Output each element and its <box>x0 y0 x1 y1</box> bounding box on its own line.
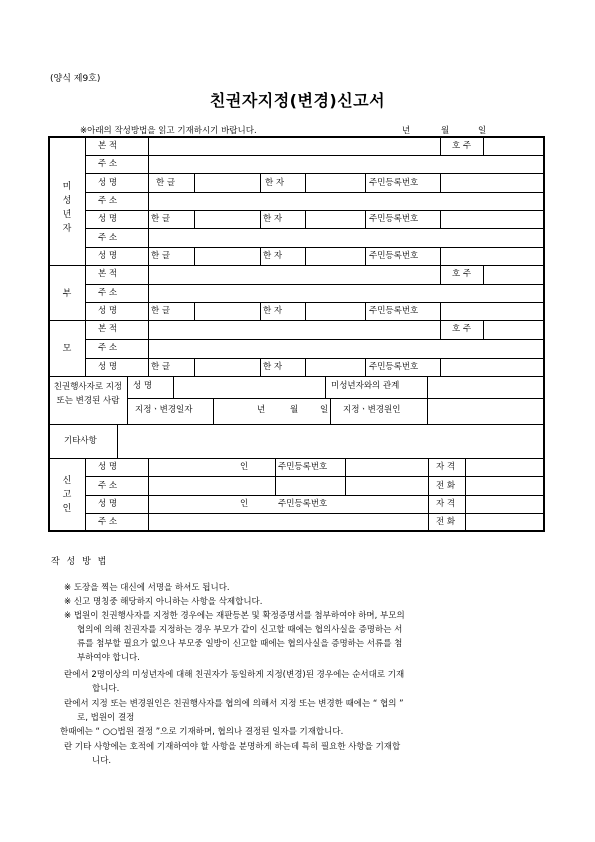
minor3-name-label: 성 명 <box>98 251 118 261</box>
reporter1-juso-label: 주 소 <box>98 481 118 491</box>
mother-hangeul-label: 한 글 <box>151 362 171 372</box>
minor-hoju-label: 호 주 <box>452 141 472 151</box>
father-hangeul-label: 한 글 <box>151 306 171 316</box>
instruction-line: ※ 도장을 찍는 대신에 서명을 하셔도 됩니다. <box>64 583 230 593</box>
minor-bonjeok-label: 본 적 <box>98 141 118 151</box>
reporter2-name-label: 성 명 <box>98 499 118 509</box>
minor2-hangeul-label: 한 글 <box>151 214 171 224</box>
designation-month-label: 월 <box>290 405 299 415</box>
minor1-hanja-label: 한 자 <box>265 178 285 188</box>
instruction-line: 합니다. <box>92 684 120 694</box>
instruction-line: 니다. <box>92 756 112 766</box>
instruction-line: 협의에 의해 친권자를 지정하는 경우 부모가 같이 신고할 때에는 협의사실을 증명하는 서 <box>77 625 403 635</box>
designation-date-label: 지정ㆍ변경일자 <box>135 405 193 415</box>
section-mother-label: 모 <box>62 344 72 354</box>
minor1-hangeul-label: 한 글 <box>156 178 176 188</box>
date-month-label: 월 <box>441 126 450 136</box>
instruction-line: 한때에는 “ ○○법원 결정 ”으로 기재하며, 협의나 결정된 일자를 기재합니다. <box>60 727 344 737</box>
minor3-rrn-label: 주민등록번호 <box>369 251 419 261</box>
instruction-line: 란에서 지정 또는 변경원인은 친권행사자를 협의에 의해서 지정 또는 변경한 때에는 “ 협의 ” <box>64 699 404 709</box>
minor-juso-label: 주 소 <box>98 159 118 169</box>
father-hanja-label: 한 자 <box>263 306 283 316</box>
instructions-heading: 작 성 방 법 <box>51 557 109 567</box>
other-label: 기타사항 <box>64 436 97 446</box>
father-hoju-label: 호 주 <box>452 269 472 279</box>
mother-hoju-label: 호 주 <box>452 324 472 334</box>
father-name-label: 성 명 <box>98 306 118 316</box>
notice-text: ※아래의 작성방법을 읽고 기재하시기 바랍니다. <box>80 126 257 136</box>
instruction-line: 란 기타 사항에는 호적에 기재하여야 할 사항을 분명하게 하는데 특히 필요한 사항을 기재합 <box>64 742 401 752</box>
reporter1-phone-label: 전 화 <box>436 481 456 491</box>
reporter1-qualification-label: 자 격 <box>436 462 456 472</box>
mother-rrn-label: 주민등록번호 <box>369 362 419 372</box>
section-reporter-label: 신고인 <box>62 476 72 514</box>
reporter2-rrn-label: 주민등록번호 <box>278 499 328 509</box>
minor3-juso-label: 주 소 <box>98 233 118 243</box>
minor2-rrn-label: 주민등록번호 <box>369 214 419 224</box>
minor2-juso-label: 주 소 <box>98 196 118 206</box>
reporter2-phone-label: 전 화 <box>436 517 456 527</box>
minor3-hanja-label: 한 자 <box>263 251 283 261</box>
father-juso-label: 주 소 <box>98 288 118 298</box>
date-year-label: 년 <box>402 126 411 136</box>
mother-hanja-label: 한 자 <box>263 362 283 372</box>
page-title: 친권자지정(변경)신고서 <box>209 91 386 110</box>
instruction-line: 부하여야 합니다. <box>77 653 140 663</box>
reporter2-seal: 인 <box>240 499 249 509</box>
mother-name-label: 성 명 <box>98 362 118 372</box>
mother-bonjeok-label: 본 적 <box>98 324 118 334</box>
reporter2-qualification-label: 자 격 <box>436 499 456 509</box>
father-bonjeok-label: 본 적 <box>98 269 118 279</box>
designation-name-label: 성 명 <box>133 381 153 391</box>
minor2-name-label: 성 명 <box>98 214 118 224</box>
designation-day-label: 일 <box>320 405 329 415</box>
instruction-line: 류를 첨부할 필요가 없으나 부모중 일방이 신고할 때에는 협의사실을 증명하는 서류를 첨 <box>77 639 403 649</box>
reporter1-rrn-label: 주민등록번호 <box>278 462 328 472</box>
minor1-rrn-label: 주민등록번호 <box>369 178 419 188</box>
minor2-hanja-label: 한 자 <box>263 214 283 224</box>
section-minor-label: 미성년자 <box>62 182 72 234</box>
designation-cause-label: 지정ㆍ변경원인 <box>343 405 401 415</box>
minor1-name-label: 성 명 <box>98 178 118 188</box>
form-number: (양식 제9호) <box>50 74 101 84</box>
instruction-line: ※ 신고 명칭중 해당하지 아니하는 사항을 삭제합니다. <box>64 597 263 607</box>
designation-label: 친권행사자로 지정 또는 변경된 사람 <box>53 382 123 406</box>
reporter1-name-label: 성 명 <box>98 462 118 472</box>
instruction-line: 란에서 2명이상의 미성년자에 대해 친권자가 동일하게 지정(변경)된 경우에는 순서대로 기재 <box>64 670 405 680</box>
reporter2-juso-label: 주 소 <box>98 517 118 527</box>
minor3-hangeul-label: 한 글 <box>151 251 171 261</box>
mother-juso-label: 주 소 <box>98 343 118 353</box>
reporter1-seal: 인 <box>240 462 249 472</box>
designation-relation-label: 미성년자와의 관계 <box>331 381 400 391</box>
designation-year-label: 년 <box>257 405 266 415</box>
father-rrn-label: 주민등록번호 <box>369 306 419 316</box>
section-father-label: 부 <box>62 289 72 299</box>
instruction-line: ※ 법원이 친권행사자를 지정한 경우에는 재판등본 및 확정증명서를 첨부하여야 하며, 부모의 <box>64 611 405 621</box>
date-day-label: 일 <box>478 126 487 136</box>
instruction-line: 로, 법원이 결정 <box>77 713 135 723</box>
